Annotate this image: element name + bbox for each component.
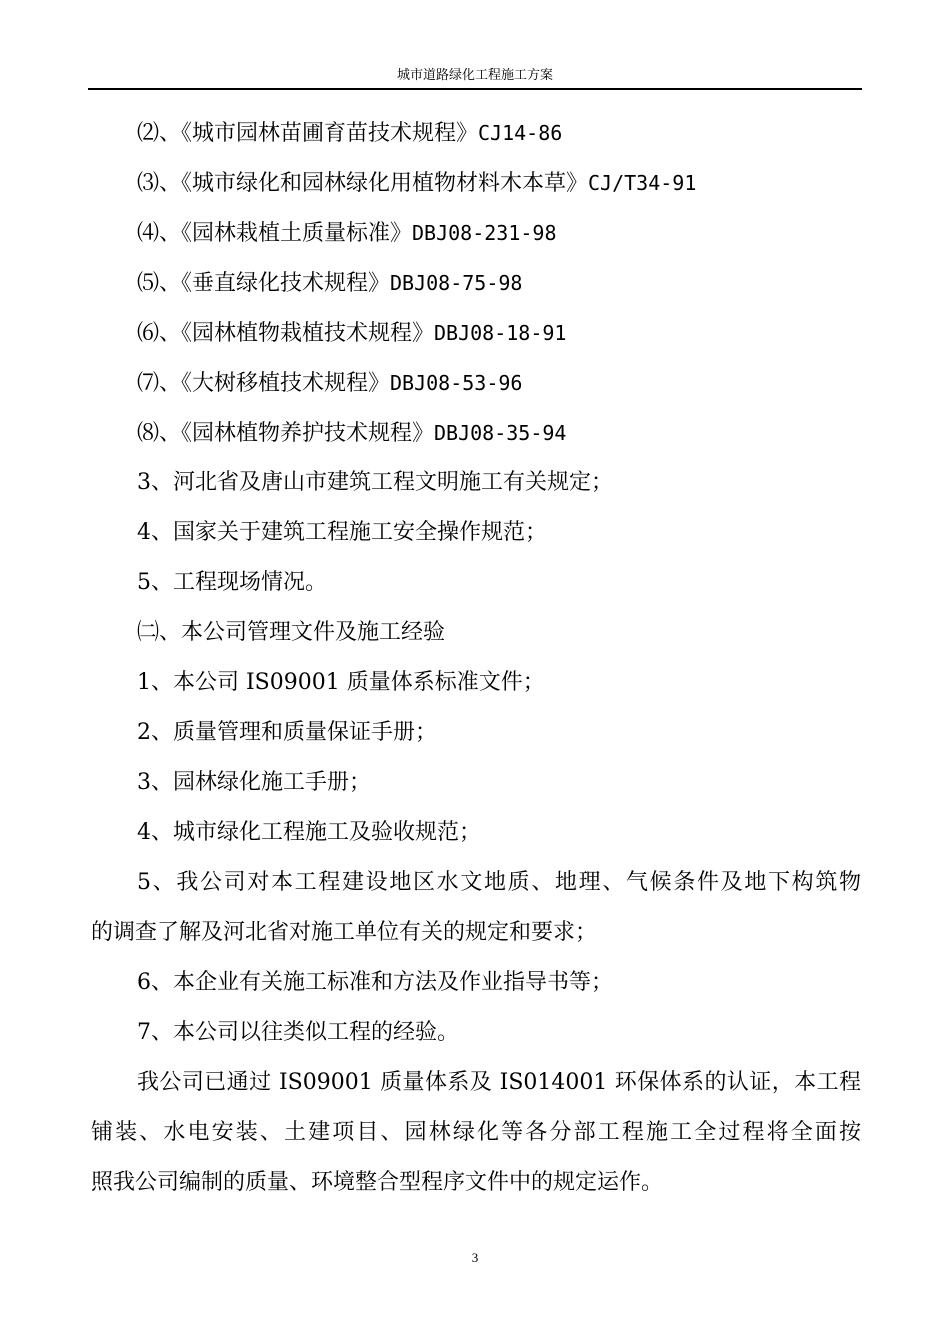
standard-line-6	[91, 308, 861, 358]
standard-line-7	[91, 358, 861, 408]
standard-line-2	[91, 108, 861, 158]
standard-title: ⑷、《园林栽植土质量标准》	[137, 221, 413, 246]
paragraph-line: 我公司已通过 IS09001 质量体系及 IS014001 环保体系的认证，本工程	[137, 1070, 861, 1095]
paragraph-line: 7、本公司以往类似工程的经验。	[137, 1020, 459, 1045]
standard-code: DBJ08-75-98	[390, 271, 523, 295]
paragraph-line: 4、城市绿化工程施工及验收规范；	[137, 820, 481, 845]
paragraph-line: 3、河北省及唐山市建筑工程文明施工有关规定；	[137, 470, 613, 495]
standard-title: ⑸、《垂直绿化技术规程》	[137, 271, 391, 296]
paragraph-line: 6、本企业有关施工标准和方法及作业指导书等；	[137, 970, 613, 995]
running-header	[88, 66, 862, 90]
standard-title: ⑺、《大树移植技术规程》	[137, 371, 391, 396]
paragraph-line: 2、质量管理和质量保证手册；	[137, 720, 437, 745]
paragraph-line: 铺装、水电安装、土建项目、园林绿化等各分部工程施工全过程将全面按	[91, 1120, 861, 1145]
paragraph-line: 的调查了解及河北省对施工单位有关的规定和要求；	[91, 920, 598, 945]
standard-title: ⑵、《城市园林苗圃育苗技术规程》	[137, 121, 479, 146]
standard-line-5	[91, 258, 861, 308]
document-body	[91, 108, 861, 1208]
paragraph-line: 1、本公司 IS09001 质量体系标准文件；	[137, 670, 545, 695]
paragraph-line: 4、国家关于建筑工程施工安全操作规范；	[137, 520, 547, 545]
section-heading: ㈡、本公司管理文件及施工经验	[137, 620, 446, 645]
standard-code: DBJ08-231-98	[412, 221, 557, 245]
standard-title: ⑹、《园林植物栽植技术规程》	[137, 321, 435, 346]
page-number: 3	[471, 1250, 479, 1265]
standard-title: ⑶、《城市绿化和园林绿化用植物材料木本草》	[137, 171, 589, 196]
standard-code: DBJ08-35-94	[434, 421, 567, 445]
standard-title: ⑻、《园林植物养护技术规程》	[137, 421, 435, 446]
standard-line-4	[91, 208, 861, 258]
standard-code: DBJ08-53-96	[390, 371, 523, 395]
standard-code: CJ/T34-91	[588, 171, 697, 195]
paragraph-line: 3、园林绿化施工手册；	[137, 770, 371, 795]
header-title: 城市道路绿化工程施工方案	[396, 68, 553, 83]
paragraph-line: 5、工程现场情况。	[137, 570, 327, 595]
standard-code: DBJ08-18-91	[434, 321, 567, 345]
standard-line-8	[91, 408, 861, 458]
standard-code: CJ14-86	[478, 121, 563, 145]
paragraph-line: 5、我公司对本工程建设地区水文地质、地理、气候条件及地下构筑物	[137, 870, 861, 895]
standard-line-3	[91, 158, 861, 208]
paragraph-line: 照我公司编制的质量、环境整合型程序文件中的规定运作。	[91, 1170, 664, 1195]
